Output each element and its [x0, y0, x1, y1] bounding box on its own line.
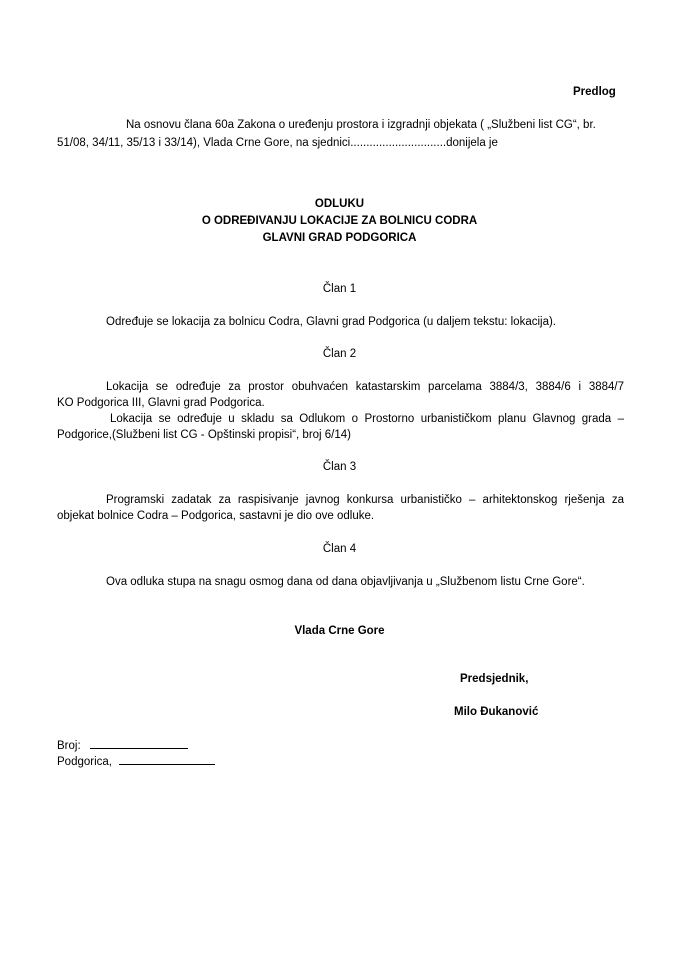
- decision-location: GLAVNI GRAD PODGORICA: [262, 232, 417, 244]
- article-3-line-1: Programski zadatak za raspisivanje javnog konkursa urbanističko – arhitektonskog rješenja za: [106, 494, 624, 506]
- decision-subtitle: O ODREĐIVANJU LOKACIJE ZA BOLNICU CODRA: [201, 215, 478, 227]
- article-3-line-2: objekat bolnice Codra – Podgorica, sastavni je dio ove odluke.: [57, 510, 375, 522]
- preamble-line-2: 51/08, 34/11, 35/13 i 33/14), Vlada Crne Gore, na sjednici..............................donijela je: [57, 137, 498, 149]
- document-status: Predlog: [573, 86, 616, 98]
- signatory-role: Predsjednik,: [460, 673, 529, 685]
- preamble-line-1: Na osnovu člana 60a Zakona o uređenju prostora i izgradnji objekata ( „Službeni list CG“, br.: [126, 119, 596, 131]
- decision-title: ODLUKU: [314, 198, 365, 210]
- article-1-heading: Član 1: [322, 283, 357, 295]
- footer-number-row: [57, 738, 188, 754]
- date-blank-line: [119, 754, 215, 765]
- article-3-heading: Član 3: [322, 461, 357, 473]
- article-2-para-2-line-1: Lokacija se određuje u skladu sa Odlukom o Prostorno urbanističkom planu Glavnog grada –: [110, 413, 624, 425]
- article-2-para-1-line-1: Lokacija se određuje za prostor obuhvaćen katastarskim parcelama 3884/3, 3884/6 i 3884/7: [106, 381, 624, 393]
- number-label: Broj:: [57, 740, 81, 752]
- article-4-heading: Član 4: [322, 543, 357, 555]
- article-2-para-2-line-2: Podgorice,(Službeni list CG - Opštinski propisi“, broj 6/14): [57, 429, 352, 441]
- article-4-text: Ova odluka stupa na snagu osmog dana od dana objavljivanja u „Službenom listu Crne Gore“.: [106, 576, 585, 588]
- footer-place-row: [57, 754, 215, 770]
- article-2-para-1-line-2: KO Podgorica III, Glavni grad Podgorica.: [57, 397, 265, 409]
- place-label: Podgorica,: [57, 756, 112, 768]
- number-blank-line: [90, 738, 188, 749]
- article-1-text: Određuje se lokacija za bolnicu Codra, Glavni grad Podgorica (u daljem tekstu: lokacija).: [106, 316, 557, 328]
- issuer-name: Vlada Crne Gore: [294, 625, 385, 637]
- signatory-name: Milo Đukanović: [454, 706, 539, 718]
- article-2-heading: Član 2: [322, 348, 357, 360]
